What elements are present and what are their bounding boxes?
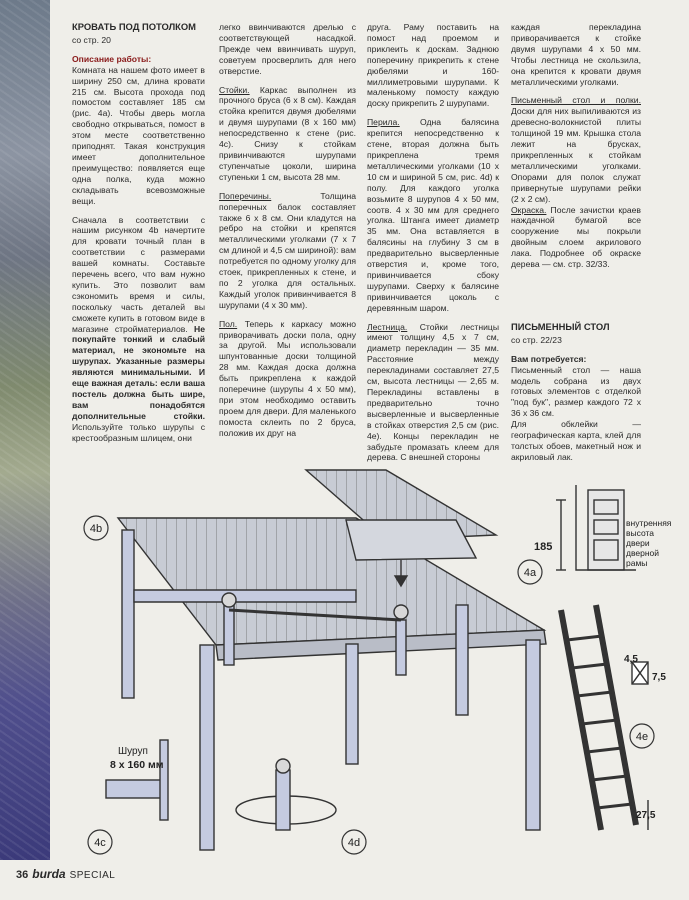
figure-label: 4d (347, 837, 361, 849)
column-4 (511, 22, 641, 463)
dimension-label: 27,5 (636, 810, 656, 821)
column-3 (367, 22, 499, 463)
paragraph-poperechiny: Поперечины. Толщина поперечных балок составляет также 6 х 8 см. Они кладутся на ребро на стойки и крепятся металлическими уголками (7 х 7 см длиной и 4,5 см шириной): вам потребуется по одному уголку для стоек, прикрепленных к стене, и по 2 уголка для остальных. Каждый уголок привинчивается 8 шурупами (4 х 30 мм). (219, 190, 356, 310)
bold-text: Не покупайте тонкий и слабый материал, не экономьте на шурупах. Указанные размеры являются минимальными. И еще важная деталь: если ваша постель должна быть шире, вам понадобятся дополнительные стойки. (72, 323, 205, 421)
paragraph-desk: Письменный стол и полки. Доски для них выпиливаются из древесно-волокнистой плиты толщиной 19 мм. Крышка стола лежит на брусках, прикрепленных к стойкам металлическими уголками. Опорами для полок служат привернутые шурупами рейки (2 х 2 см). (511, 95, 641, 204)
figure-label: 4a (523, 567, 537, 579)
paragraph-perila: Перила. Одна балясина крепится непосредственно к стене, вторая должна быть прикреплена тремя металлическими уголками (10 х 10 см и шириной 5 см, рис. 4d) к полу. Для каждого уголка возьмите 8 шурупов 4 х 50 мм, соотв. 4 х 30 мм для среднего уголка. Штанга имеет диаметр 35 мм. Она вставляется в балясины на глубину 3 см в предварительно высверленные отверстия и, кроме того, привинчивается сбоку шурупами. Сверху к балясине привинчивается цоколь с деревянным шаром. (367, 117, 500, 313)
figure-label: 4e (635, 731, 649, 743)
door-note: двери (626, 538, 650, 548)
paragraph: Комната на нашем фото имеет в ширину 250 см, длина кровати 215 см. Высота прохода под помостом составляет 185 см (рис. 4а). Чтобы дверь могла свободно открываться, помост в этом месте соответственно приподнят. Такая конструкция имеет дополнительное преимущество: появляется еще одна полка, куда можно складывать всевозможные вещи. (72, 64, 205, 206)
brand-logo: burda (32, 867, 66, 881)
section-subheading: Описание работы: (72, 53, 152, 64)
paragraph: каждая перекладина приворачивается к стойке двумя шурупами 4 х 50 мм. Чтобы лестница не скользила, она крепится к кровати двумя металлическими уголками. (511, 22, 641, 87)
paragraph: Для обклейки — географическая карта, клей для толстых обоев, макетный нож и акриловый лак. (511, 419, 641, 462)
figure-label: 4b (89, 523, 103, 535)
paragraph: легко ввинчиваются дрелью с соответствующей насадкой. Прежде чем ввинчивать шуруп, советуем просверлить для него отверстие. (219, 22, 356, 76)
door-note: рамы (626, 558, 648, 568)
photo-strip (0, 0, 50, 860)
paragraph: Письменный стол — наша модель собрана из двух готовых элементов с отделкой "под бук", размер каждого 72 х 36 х 36 см. (511, 364, 641, 419)
screw-size: 8 х 160 мм (110, 759, 164, 771)
figure-label: 4c (94, 837, 106, 849)
page-number: 36 (16, 869, 29, 881)
column-2 (219, 22, 356, 439)
column-1 (72, 22, 205, 444)
brand-edition: SPECIAL (69, 870, 116, 881)
dimension-label: 4,5 (624, 654, 638, 665)
screw-label: Шуруп (118, 746, 148, 757)
paragraph-lestnica: Лестница. Стойки лестницы имеют толщину 4,5 х 7 см, диаметр перекладин — 35 мм. Расстояние между перекладинами составляет 27,5 см, высота лестницы — 2,65 м. Перекладины вставлены в предварительно точно высверленные и высверленные в стойках отверстия 2,5 см (рис. 4e). Концы перекладин не забудьте промазать клеем для дерева. С внешней стороны (367, 321, 499, 463)
dimension-label: 7,5 (652, 672, 666, 683)
door-note: внутренняя (626, 518, 672, 528)
paragraph: Сначала в соответствии с нашим рисунком 4b начертите для кровати точный план в соответствии с размерами вашей комнаты. Составьте перечень всего, что вам нужно купить. Это позволит вам сэкономить время и силы, поскольку часть деталей вы сможете купить в готовом виде в магазине стройматериалов. Не покупайте тонкий и слабый материал, не экономьте на шурупах. Указанные размеры являются минимальными. И еще важная деталь: если ваша постель должна быть шире, вам понадобятся дополнительные стойки. Используйте только шурупы с крестообразным шлицем, они (72, 214, 205, 443)
section-subheading-2: Вам потребуется: (511, 353, 587, 364)
article-heading: КРОВАТЬ ПОД ПОТОЛКОМ (72, 21, 196, 32)
paragraph-okraska: Окраска. После зачистки краев наждачной бумагой все сооружение мы покрыли двойным слоем акрилового лака. Подробнее об окраске дерева — см. стр. 32/33. (511, 204, 641, 270)
door-note: дверной (626, 548, 660, 558)
door-note: высота (626, 528, 655, 538)
paragraph-stoiki: Стойки. Каркас выполнен из прочного бруса (6 х 8 см). Каждая стойка крепится двумя дюбелями и двумя шурупами (8 х 160 мм) непосредственно к стене (рис. 4c). Снизу к стойкам привинчиваются шурупами ступенчатые цоколи, ширина ступеньки 1 см, высота 28 мм. (219, 84, 356, 182)
page-footer (16, 867, 115, 881)
article-heading-2: ПИСЬМЕННЫЙ СТОЛ (511, 320, 610, 332)
paragraph-pol: Пол. Теперь к каркасу можно приворачивать доски пола, одну за другой. Мы использовали шпунтованные доски толщиной 28 мм. Каждая доска должна быть прикреплена к каждой поперечине (шурупы 4 х 50 мм), при этом необходимо оставить проем для двери. Для маленького помоста склеить по 2 бруса, положив их друг на (219, 318, 357, 438)
page-reference: со стр. 20 (72, 34, 111, 45)
loft-bed-drawing (56, 440, 689, 860)
page-reference-2: со стр. 22/23 (511, 334, 562, 345)
dimension-label: 185 (534, 541, 553, 553)
paragraph: друга. Раму поставить на помост над проемом и приклеить к доскам. Заднюю поперечину прикрепить к стене дюбелями и 160-миллиметровыми шурупами. К маленькому помосту каждую доску прикрепить 2 шурупами. (367, 22, 499, 109)
